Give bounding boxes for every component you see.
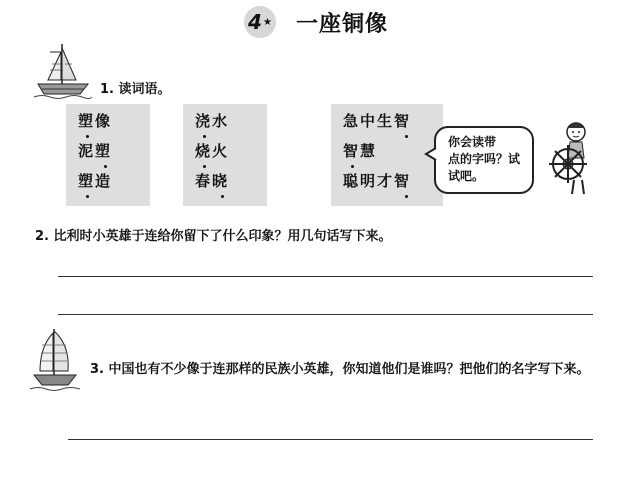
lesson-number-badge xyxy=(244,6,276,38)
answer-line[interactable] xyxy=(58,314,593,315)
speech-bubble-text: 你会读带 点的字吗？试 试吧。 xyxy=(448,135,521,183)
word-box-2-item: 烧火 xyxy=(195,140,255,170)
word-box-1 xyxy=(66,104,150,206)
sailing-ship-icon xyxy=(32,40,92,100)
word-box-3-item: 急中生智 xyxy=(343,110,431,140)
page-title: 一座铜像 xyxy=(296,12,389,37)
lesson-number: 4 xyxy=(248,10,262,34)
answer-line[interactable] xyxy=(58,276,593,277)
word-box-1-item: 塑造 xyxy=(78,170,138,200)
word-box-1-item: 泥塑 xyxy=(78,140,138,170)
question-2-prompt: 2. 比利时小英雄于连给你留下了什么印象？用几句话写下来。 xyxy=(35,229,392,244)
sailboat-icon xyxy=(30,325,80,393)
bubble-tail-icon xyxy=(426,146,438,162)
word-box-2-item: 浇水 xyxy=(195,110,255,140)
word-box-2-item: 春晓 xyxy=(195,170,255,200)
speech-bubble xyxy=(434,126,534,194)
word-box-3-item: 聪明才智 xyxy=(343,170,431,200)
lesson-star-icon: ★ xyxy=(262,16,272,28)
question-1-prompt: 1. 读词语。 xyxy=(100,82,171,97)
word-box-3-item: 智慧 xyxy=(343,140,431,170)
question-3-prompt: 3. 中国也有不少像于连那样的民族小英雄，你知道他们是谁吗？把他们的名字写下来。 xyxy=(90,362,590,377)
word-box-1-item: 塑像 xyxy=(78,110,138,140)
child-with-ship-wheel-icon xyxy=(540,118,600,198)
answer-line[interactable] xyxy=(68,439,593,440)
word-box-2 xyxy=(183,104,267,206)
